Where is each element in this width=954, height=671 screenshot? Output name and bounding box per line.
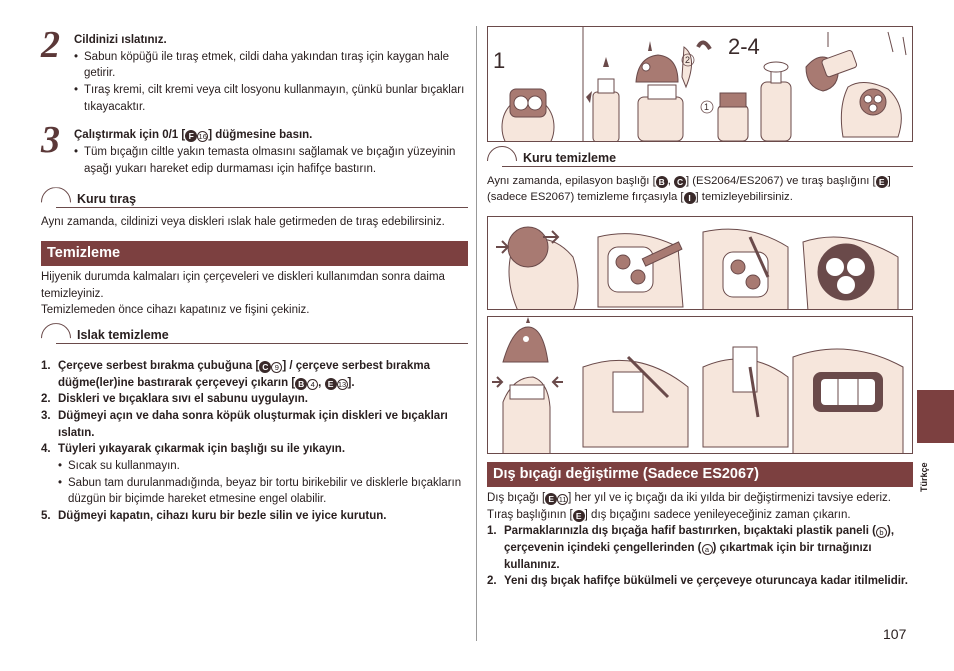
badge-b: B <box>295 378 307 390</box>
list-item: 1. Çerçeve serbest bırakma çubuğuna [ C 9 ] / çerçeve serbest bırakma düğme(ler)ine bastırarak çerçeveyi çıkarın [ B 4 , E 13]. <box>41 360 431 389</box>
figure-brush-cleaning-2 <box>487 316 913 454</box>
bullet-item: • Tıraş kremi, cilt kremi veya cilt losyonu kullanmayın, çünkü bunlar bıçakları tıkayacaktır. <box>74 82 468 115</box>
tip-wet-clean <box>41 323 468 347</box>
badge-f: F <box>185 130 197 142</box>
bullet-item: • Tüm bıçağın ciltle yakın temasta olmasını sağlamak ve bıçağın yüzeyinin aşağı yukarı hareket edip durmaması için hafifçe bastırın. <box>74 144 468 177</box>
list-item: 3. Düğmeyi açın ve daha sonra köpük oluşturmak için diskleri ve bıçakları ıslatın. <box>41 410 448 439</box>
tip-text: Aynı zamanda, epilasyon başlığı [ B , C ] (ES2064/ES2067) ve tıraş başlığını [ E ] (sadece ES2067) temizleme fırçasıyla [ I ] temizleyebilirsiniz. <box>487 175 891 204</box>
circled-number: 16 <box>198 132 207 142</box>
step-2 <box>41 24 468 115</box>
step-3 <box>41 119 468 177</box>
tip-title: Islak temizleme <box>77 328 169 343</box>
step-number: 3 <box>41 119 60 162</box>
column-divider <box>476 26 477 641</box>
tip-icon <box>41 323 71 353</box>
wet-cleaning-illustration <box>488 27 913 142</box>
list-item: 1. Parmaklarınızla dış bıçağa hafif bastırırken, bıçaktaki plastik paneli ( b ), çerçevenin içindeki çengellerinden ( a ) çıkartmak için bir tırnağınızı kullanınız. <box>487 525 895 571</box>
step-number: 2 <box>41 24 60 66</box>
figure-wet-cleaning <box>487 26 913 142</box>
page-number: 107 <box>883 626 907 642</box>
list-item: 2. Diskleri ve bıçaklara sıvı el sabunu uygulayın. <box>41 393 308 406</box>
section-heading-cleaning: Temizleme <box>41 241 468 266</box>
svg-text:1: 1 <box>704 102 710 112</box>
figure-brush-cleaning-1 <box>487 216 913 310</box>
tip-dry-clean-block <box>487 146 913 206</box>
wet-clean-list <box>41 358 468 525</box>
outer-blade-para: Dış bıçağı [ E 11 ] her yıl ve iç bıçağı da iki yılda bir değiştirmenizi tavsiye ederiz. Tıraş başlığının [ E ] dış bıçağını sadece yenileyeceğiniz zaman çıkarın. <box>487 492 891 521</box>
left-column <box>41 24 468 525</box>
tip-dry-shave <box>41 187 468 211</box>
bullet-item: • Sabun tam durulanmadığında, beyaz bir tortu birikebilir ve disklerle bıçakların düzgün bir biçimde hareket etmesine engel olabilir. <box>58 475 468 508</box>
step-heading: Cildinizi ıslatınız. <box>74 34 167 46</box>
cleaning-para-2: Temizlemeden önce cihazı kapatınız ve fişini çekiniz. <box>41 304 310 317</box>
tip-icon <box>487 146 517 176</box>
section-heading-outer-blade: Dış bıçağı değiştirme (Sadece ES2067) <box>487 462 913 487</box>
list-item: 5. Düğmeyi kapatın, cihazı kuru bir bezle silin ve iyice kurutun. <box>41 510 387 523</box>
badge-e: E <box>325 378 337 390</box>
tip-title: Kuru tıraş <box>77 192 137 207</box>
step-heading: Çalıştırmak için 0/1 [ F 16] düğmesine basın. <box>74 129 313 142</box>
brush-cleaning-illustration <box>488 217 913 310</box>
shaver-head-brush-illustration <box>488 317 913 454</box>
language-label: Türkçe <box>919 462 929 492</box>
outer-blade-section <box>487 462 913 590</box>
svg-text:2: 2 <box>685 55 691 65</box>
tip-dry-clean <box>487 146 913 170</box>
cleaning-para-1: Hijyenik durumda kalmaları için çerçeveleri ve diskleri kullanımdan sonra daima temizleyiniz. <box>41 271 445 300</box>
tip-icon <box>41 187 71 217</box>
figure-label-2-4: 2-4 <box>728 34 760 59</box>
badge-c: C <box>259 361 271 373</box>
figure-label-1: 1 <box>493 48 506 73</box>
tip-title: Kuru temizleme <box>523 151 617 165</box>
tip-text: Aynı zamanda, cildinizi veya diskleri ıslak hale getirmeden de tıraş edebilirsiniz. <box>41 216 445 229</box>
list-item: 4. Tüyleri yıkayarak çıkarmak için başlığı su ile yıkayın. <box>41 443 346 456</box>
bullet-item: • Sıcak su kullanmayın. <box>58 458 468 475</box>
list-item: 2. Yeni dış bıçak hafifçe bükülmeli ve çerçeveye oturuncaya kadar itilmelidir. <box>487 575 908 588</box>
language-tab <box>917 390 954 443</box>
bullet-item: • Sabun köpüğü ile tıraş etmek, cildi daha yakından tıraş için kaygan hale getirir. <box>74 49 468 82</box>
